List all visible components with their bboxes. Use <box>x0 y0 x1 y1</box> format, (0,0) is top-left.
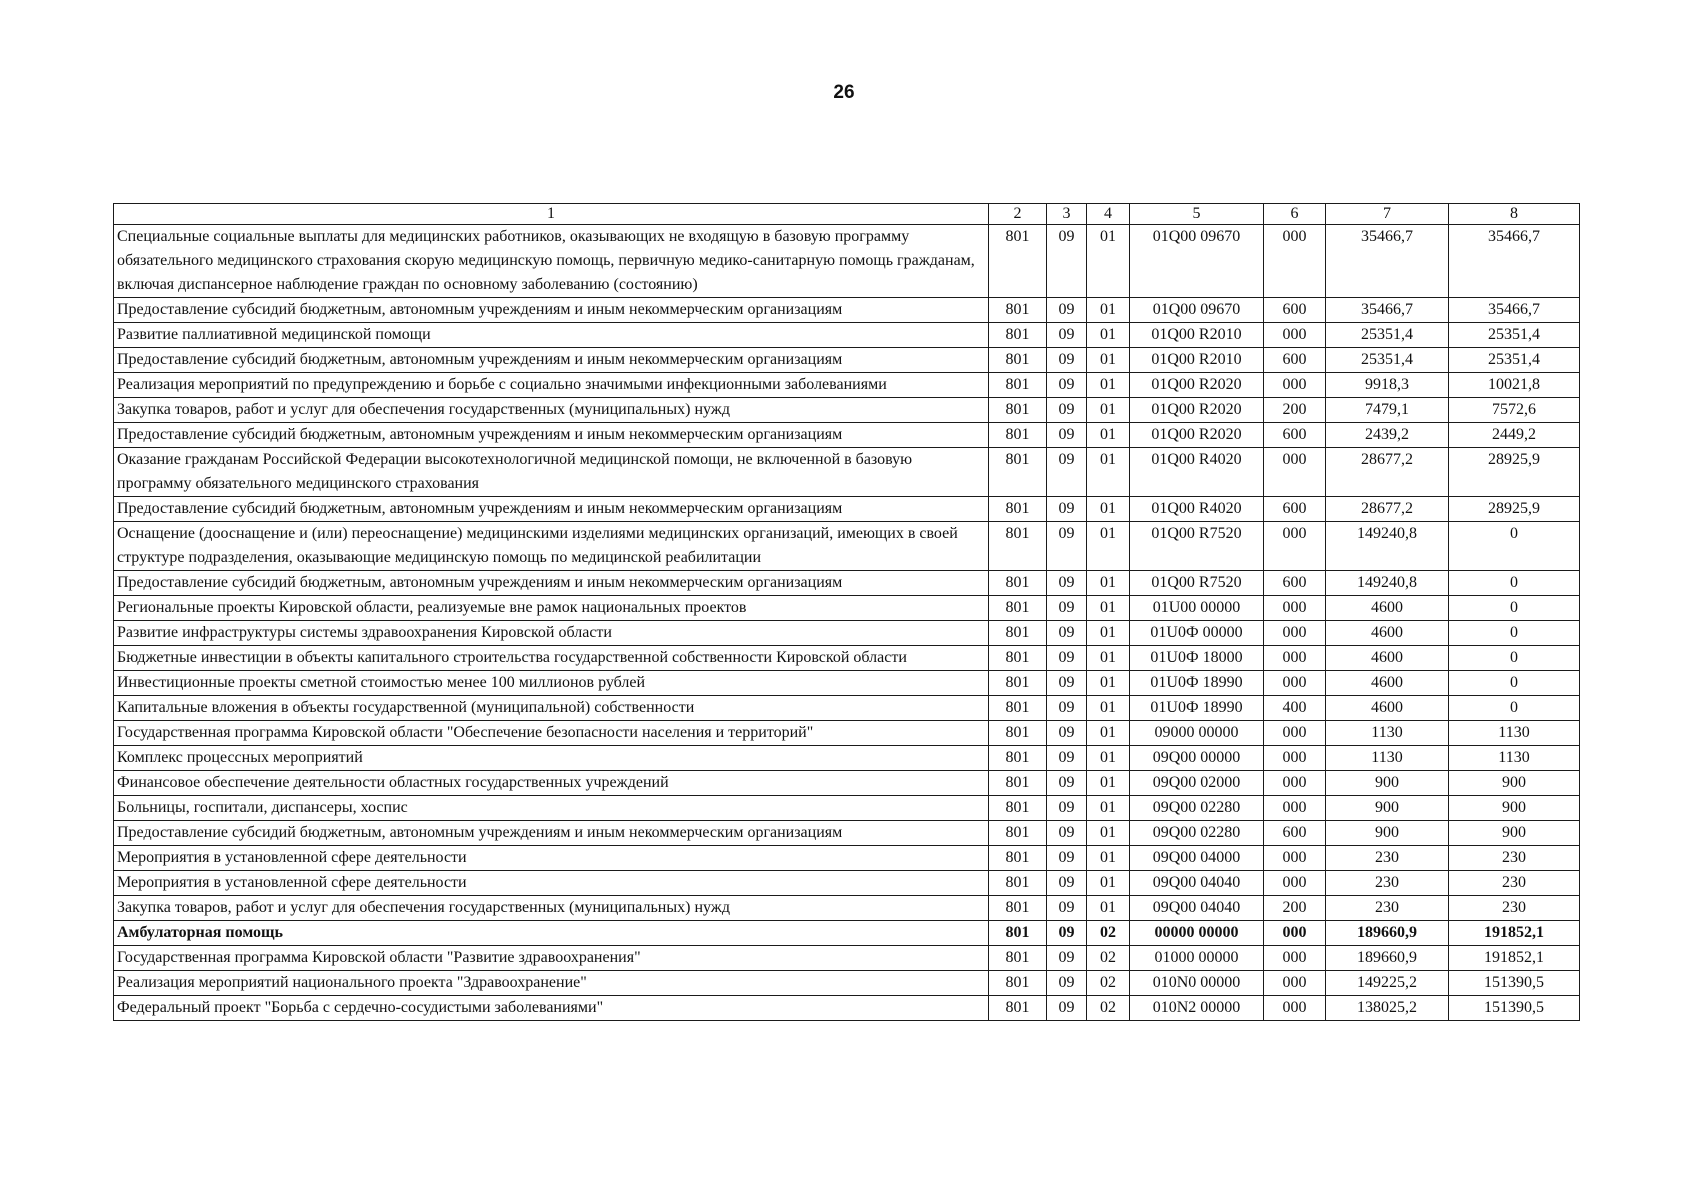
value-cell-col5: 01Q00 09670 <box>1130 298 1264 323</box>
value-cell-col6: 600 <box>1264 821 1326 846</box>
table-row <box>114 423 1580 448</box>
value-cell-col7: 138025,2 <box>1326 996 1449 1021</box>
value-cell-col4: 02 <box>1087 971 1130 996</box>
value-cell-col3: 09 <box>1047 448 1087 497</box>
value-cell-col8: 0 <box>1449 621 1580 646</box>
value-cell-col3: 09 <box>1047 771 1087 796</box>
value-cell-col4: 01 <box>1087 298 1130 323</box>
value-cell-col6: 000 <box>1264 946 1326 971</box>
value-cell-col5: 010N2 00000 <box>1130 996 1264 1021</box>
table-row <box>114 621 1580 646</box>
value-cell-col4: 01 <box>1087 571 1130 596</box>
value-cell-col7: 230 <box>1326 871 1449 896</box>
value-cell-col2: 801 <box>989 398 1047 423</box>
value-cell-col2: 801 <box>989 721 1047 746</box>
row-name-cell: Предоставление субсидий бюджетным, автономным учреждениям и иным некоммерческим организациям <box>114 821 989 846</box>
value-cell-col2: 801 <box>989 225 1047 298</box>
value-cell-col4: 01 <box>1087 896 1130 921</box>
value-cell-col4: 02 <box>1087 921 1130 946</box>
value-cell-col6: 000 <box>1264 746 1326 771</box>
value-cell-col2: 801 <box>989 373 1047 398</box>
value-cell-col5: 09Q00 04000 <box>1130 846 1264 871</box>
row-name-cell: Оказание гражданам Российской Федерации высокотехнологичной медицинской помощи, не включенной в базовую программу обязательного медицинского страхования <box>114 448 989 497</box>
table-row <box>114 721 1580 746</box>
value-cell-col5: 01Q00 R2020 <box>1130 373 1264 398</box>
table-header-row <box>114 204 1580 225</box>
value-cell-col5: 01000 00000 <box>1130 946 1264 971</box>
row-name-cell: Предоставление субсидий бюджетным, автономным учреждениям и иным некоммерческим организациям <box>114 298 989 323</box>
value-cell-col8: 151390,5 <box>1449 996 1580 1021</box>
value-cell-col5: 01Q00 R7520 <box>1130 522 1264 571</box>
value-cell-col8: 25351,4 <box>1449 348 1580 373</box>
value-cell-col4: 01 <box>1087 871 1130 896</box>
value-cell-col2: 801 <box>989 596 1047 621</box>
table-row <box>114 398 1580 423</box>
value-cell-col2: 801 <box>989 846 1047 871</box>
value-cell-col8: 230 <box>1449 871 1580 896</box>
value-cell-col3: 09 <box>1047 746 1087 771</box>
value-cell-col8: 900 <box>1449 771 1580 796</box>
value-cell-col8: 191852,1 <box>1449 921 1580 946</box>
value-cell-col7: 2439,2 <box>1326 423 1449 448</box>
value-cell-col8: 28925,9 <box>1449 448 1580 497</box>
row-name-cell: Государственная программа Кировской области "Обеспечение безопасности населения и территорий" <box>114 721 989 746</box>
value-cell-col3: 09 <box>1047 921 1087 946</box>
value-cell-col6: 000 <box>1264 621 1326 646</box>
value-cell-col5: 01Q00 R7520 <box>1130 571 1264 596</box>
value-cell-col5: 09Q00 02280 <box>1130 821 1264 846</box>
value-cell-col7: 25351,4 <box>1326 323 1449 348</box>
value-cell-col3: 09 <box>1047 896 1087 921</box>
row-name-cell: Комплекс процессных мероприятий <box>114 746 989 771</box>
value-cell-col7: 900 <box>1326 771 1449 796</box>
value-cell-col7: 1130 <box>1326 721 1449 746</box>
value-cell-col5: 01Q00 R4020 <box>1130 448 1264 497</box>
value-cell-col7: 149240,8 <box>1326 571 1449 596</box>
value-cell-col3: 09 <box>1047 497 1087 522</box>
value-cell-col5: 09Q00 02280 <box>1130 796 1264 821</box>
table-row <box>114 796 1580 821</box>
value-cell-col3: 09 <box>1047 398 1087 423</box>
value-cell-col6: 000 <box>1264 323 1326 348</box>
value-cell-col6: 000 <box>1264 646 1326 671</box>
value-cell-col6: 000 <box>1264 596 1326 621</box>
value-cell-col5: 01Q00 09670 <box>1130 225 1264 298</box>
value-cell-col2: 801 <box>989 423 1047 448</box>
row-name-cell: Мероприятия в установленной сфере деятельности <box>114 846 989 871</box>
value-cell-col8: 0 <box>1449 522 1580 571</box>
value-cell-col6: 000 <box>1264 771 1326 796</box>
value-cell-col3: 09 <box>1047 423 1087 448</box>
value-cell-col5: 01Q00 R2010 <box>1130 323 1264 348</box>
value-cell-col2: 801 <box>989 946 1047 971</box>
value-cell-col2: 801 <box>989 646 1047 671</box>
value-cell-col5: 01U0Ф 18000 <box>1130 646 1264 671</box>
table-row <box>114 646 1580 671</box>
value-cell-col3: 09 <box>1047 946 1087 971</box>
table-row <box>114 946 1580 971</box>
value-cell-col4: 01 <box>1087 671 1130 696</box>
value-cell-col2: 801 <box>989 671 1047 696</box>
value-cell-col3: 09 <box>1047 596 1087 621</box>
value-cell-col2: 801 <box>989 571 1047 596</box>
table-row <box>114 771 1580 796</box>
value-cell-col7: 189660,9 <box>1326 921 1449 946</box>
value-cell-col2: 801 <box>989 746 1047 771</box>
table-row <box>114 348 1580 373</box>
value-cell-col8: 151390,5 <box>1449 971 1580 996</box>
value-cell-col6: 200 <box>1264 896 1326 921</box>
value-cell-col4: 01 <box>1087 522 1130 571</box>
value-cell-col6: 400 <box>1264 696 1326 721</box>
row-name-cell: Региональные проекты Кировской области, реализуемые вне рамок национальных проектов <box>114 596 989 621</box>
row-name-cell: Предоставление субсидий бюджетным, автономным учреждениям и иным некоммерческим организациям <box>114 423 989 448</box>
table-row <box>114 996 1580 1021</box>
value-cell-col4: 01 <box>1087 696 1130 721</box>
value-cell-col2: 801 <box>989 921 1047 946</box>
value-cell-col5: 01Q00 R2010 <box>1130 348 1264 373</box>
value-cell-col8: 230 <box>1449 846 1580 871</box>
value-cell-col8: 0 <box>1449 696 1580 721</box>
column-header: 5 <box>1130 204 1264 225</box>
value-cell-col4: 01 <box>1087 771 1130 796</box>
value-cell-col5: 09Q00 02000 <box>1130 771 1264 796</box>
table-row <box>114 571 1580 596</box>
value-cell-col8: 900 <box>1449 821 1580 846</box>
row-name-cell: Предоставление субсидий бюджетным, автономным учреждениям и иным некоммерческим организациям <box>114 497 989 522</box>
value-cell-col2: 801 <box>989 996 1047 1021</box>
value-cell-col6: 600 <box>1264 571 1326 596</box>
value-cell-col2: 801 <box>989 497 1047 522</box>
value-cell-col3: 09 <box>1047 846 1087 871</box>
row-name-cell: Оснащение (дооснащение и (или) переоснащение) медицинскими изделиями медицинских организаций, имеющих в своей структуре подразделения, оказывающие медицинскую помощь по медицинской реабилитации <box>114 522 989 571</box>
table-row <box>114 448 1580 497</box>
row-name-cell: Закупка товаров, работ и услуг для обеспечения государственных (муниципальных) нужд <box>114 896 989 921</box>
value-cell-col6: 200 <box>1264 398 1326 423</box>
value-cell-col6: 000 <box>1264 522 1326 571</box>
value-cell-col7: 4600 <box>1326 646 1449 671</box>
column-header: 2 <box>989 204 1047 225</box>
value-cell-col6: 000 <box>1264 846 1326 871</box>
value-cell-col3: 09 <box>1047 796 1087 821</box>
row-name-cell: Инвестиционные проекты сметной стоимостью менее 100 миллионов рублей <box>114 671 989 696</box>
value-cell-col5: 01U0Ф 18990 <box>1130 696 1264 721</box>
value-cell-col5: 09Q00 04040 <box>1130 896 1264 921</box>
value-cell-col3: 09 <box>1047 621 1087 646</box>
value-cell-col5: 01Q00 R4020 <box>1130 497 1264 522</box>
table-row <box>114 298 1580 323</box>
value-cell-col3: 09 <box>1047 522 1087 571</box>
value-cell-col2: 801 <box>989 696 1047 721</box>
value-cell-col3: 09 <box>1047 821 1087 846</box>
value-cell-col5: 010N0 00000 <box>1130 971 1264 996</box>
value-cell-col2: 801 <box>989 522 1047 571</box>
row-name-cell: Мероприятия в установленной сфере деятельности <box>114 871 989 896</box>
value-cell-col3: 09 <box>1047 323 1087 348</box>
value-cell-col3: 09 <box>1047 225 1087 298</box>
value-cell-col8: 1130 <box>1449 721 1580 746</box>
column-header: 3 <box>1047 204 1087 225</box>
value-cell-col6: 600 <box>1264 348 1326 373</box>
value-cell-col8: 900 <box>1449 796 1580 821</box>
value-cell-col7: 1130 <box>1326 746 1449 771</box>
table-row <box>114 596 1580 621</box>
column-header: 7 <box>1326 204 1449 225</box>
value-cell-col3: 09 <box>1047 871 1087 896</box>
value-cell-col7: 900 <box>1326 796 1449 821</box>
value-cell-col6: 000 <box>1264 721 1326 746</box>
table-row <box>114 696 1580 721</box>
value-cell-col3: 09 <box>1047 996 1087 1021</box>
row-name-cell: Развитие инфраструктуры системы здравоохранения Кировской области <box>114 621 989 646</box>
value-cell-col8: 1130 <box>1449 746 1580 771</box>
row-name-cell: Реализация мероприятий по предупреждению и борьбе с социально значимыми инфекционными заболеваниями <box>114 373 989 398</box>
value-cell-col3: 09 <box>1047 373 1087 398</box>
value-cell-col2: 801 <box>989 448 1047 497</box>
row-name-cell: Государственная программа Кировской области "Развитие здравоохранения" <box>114 946 989 971</box>
table-row <box>114 323 1580 348</box>
value-cell-col4: 01 <box>1087 398 1130 423</box>
value-cell-col8: 2449,2 <box>1449 423 1580 448</box>
value-cell-col3: 09 <box>1047 571 1087 596</box>
value-cell-col2: 801 <box>989 796 1047 821</box>
value-cell-col4: 01 <box>1087 348 1130 373</box>
value-cell-col5: 01U00 00000 <box>1130 596 1264 621</box>
value-cell-col7: 149225,2 <box>1326 971 1449 996</box>
value-cell-col5: 09000 00000 <box>1130 721 1264 746</box>
value-cell-col4: 01 <box>1087 746 1130 771</box>
column-header: 8 <box>1449 204 1580 225</box>
value-cell-col3: 09 <box>1047 696 1087 721</box>
table-row <box>114 971 1580 996</box>
value-cell-col8: 230 <box>1449 896 1580 921</box>
value-cell-col7: 149240,8 <box>1326 522 1449 571</box>
value-cell-col4: 01 <box>1087 621 1130 646</box>
value-cell-col7: 25351,4 <box>1326 348 1449 373</box>
value-cell-col4: 01 <box>1087 448 1130 497</box>
value-cell-col6: 000 <box>1264 373 1326 398</box>
table-row <box>114 896 1580 921</box>
value-cell-col2: 801 <box>989 298 1047 323</box>
row-name-cell: Закупка товаров, работ и услуг для обеспечения государственных (муниципальных) нужд <box>114 398 989 423</box>
value-cell-col2: 801 <box>989 621 1047 646</box>
value-cell-col4: 01 <box>1087 497 1130 522</box>
value-cell-col7: 4600 <box>1326 596 1449 621</box>
value-cell-col3: 09 <box>1047 348 1087 373</box>
value-cell-col7: 4600 <box>1326 696 1449 721</box>
value-cell-col4: 01 <box>1087 225 1130 298</box>
row-name-cell: Амбулаторная помощь <box>114 921 989 946</box>
row-name-cell: Предоставление субсидий бюджетным, автономным учреждениям и иным некоммерческим организациям <box>114 348 989 373</box>
value-cell-col6: 000 <box>1264 871 1326 896</box>
value-cell-col8: 35466,7 <box>1449 225 1580 298</box>
table-row <box>114 373 1580 398</box>
column-header: 6 <box>1264 204 1326 225</box>
value-cell-col7: 189660,9 <box>1326 946 1449 971</box>
row-name-cell: Бюджетные инвестиции в объекты капитального строительства государственной собственности Кировской области <box>114 646 989 671</box>
table-row <box>114 921 1580 946</box>
value-cell-col7: 28677,2 <box>1326 497 1449 522</box>
value-cell-col5: 01Q00 R2020 <box>1130 398 1264 423</box>
value-cell-col2: 801 <box>989 871 1047 896</box>
value-cell-col8: 0 <box>1449 671 1580 696</box>
value-cell-col8: 7572,6 <box>1449 398 1580 423</box>
table-row <box>114 746 1580 771</box>
table-row <box>114 871 1580 896</box>
value-cell-col5: 01Q00 R2020 <box>1130 423 1264 448</box>
value-cell-col6: 600 <box>1264 298 1326 323</box>
value-cell-col2: 801 <box>989 771 1047 796</box>
value-cell-col3: 09 <box>1047 646 1087 671</box>
value-cell-col6: 600 <box>1264 497 1326 522</box>
value-cell-col4: 01 <box>1087 323 1130 348</box>
budget-table <box>113 203 1580 1021</box>
value-cell-col6: 000 <box>1264 971 1326 996</box>
value-cell-col3: 09 <box>1047 671 1087 696</box>
value-cell-col2: 801 <box>989 821 1047 846</box>
value-cell-col3: 09 <box>1047 721 1087 746</box>
value-cell-col6: 000 <box>1264 671 1326 696</box>
value-cell-col8: 191852,1 <box>1449 946 1580 971</box>
value-cell-col8: 25351,4 <box>1449 323 1580 348</box>
value-cell-col8: 35466,7 <box>1449 298 1580 323</box>
column-header: 1 <box>114 204 989 225</box>
value-cell-col7: 9918,3 <box>1326 373 1449 398</box>
value-cell-col5: 09Q00 00000 <box>1130 746 1264 771</box>
value-cell-col3: 09 <box>1047 298 1087 323</box>
value-cell-col4: 01 <box>1087 721 1130 746</box>
value-cell-col6: 000 <box>1264 796 1326 821</box>
column-header: 4 <box>1087 204 1130 225</box>
value-cell-col2: 801 <box>989 348 1047 373</box>
value-cell-col4: 01 <box>1087 646 1130 671</box>
value-cell-col6: 000 <box>1264 225 1326 298</box>
value-cell-col7: 7479,1 <box>1326 398 1449 423</box>
table-row <box>114 846 1580 871</box>
value-cell-col7: 35466,7 <box>1326 298 1449 323</box>
value-cell-col3: 09 <box>1047 971 1087 996</box>
row-name-cell: Предоставление субсидий бюджетным, автономным учреждениям и иным некоммерческим организациям <box>114 571 989 596</box>
row-name-cell: Специальные социальные выплаты для медицинских работников, оказывающих не входящую в базовую программу обязательного медицинского страхования скорую медицинскую помощь, первичную медико-санитарную помощь гражданам, включая диспансерное наблюдение граждан по основному заболеванию (состоянию) <box>114 225 989 298</box>
table-row <box>114 225 1580 298</box>
value-cell-col7: 4600 <box>1326 671 1449 696</box>
value-cell-col7: 28677,2 <box>1326 448 1449 497</box>
value-cell-col2: 801 <box>989 971 1047 996</box>
value-cell-col6: 000 <box>1264 921 1326 946</box>
value-cell-col4: 01 <box>1087 846 1130 871</box>
value-cell-col2: 801 <box>989 896 1047 921</box>
row-name-cell: Капитальные вложения в объекты государственной (муниципальной) собственности <box>114 696 989 721</box>
value-cell-col5: 01U0Ф 00000 <box>1130 621 1264 646</box>
row-name-cell: Финансовое обеспечение деятельности областных государственных учреждений <box>114 771 989 796</box>
table-row <box>114 821 1580 846</box>
value-cell-col8: 10021,8 <box>1449 373 1580 398</box>
value-cell-col7: 230 <box>1326 896 1449 921</box>
table-row <box>114 522 1580 571</box>
value-cell-col7: 230 <box>1326 846 1449 871</box>
value-cell-col7: 4600 <box>1326 621 1449 646</box>
row-name-cell: Реализация мероприятий национального проекта "Здравоохранение" <box>114 971 989 996</box>
value-cell-col4: 01 <box>1087 596 1130 621</box>
table-row <box>114 497 1580 522</box>
value-cell-col5: 01U0Ф 18990 <box>1130 671 1264 696</box>
value-cell-col4: 01 <box>1087 821 1130 846</box>
value-cell-col4: 01 <box>1087 373 1130 398</box>
value-cell-col8: 0 <box>1449 646 1580 671</box>
value-cell-col8: 0 <box>1449 596 1580 621</box>
value-cell-col4: 01 <box>1087 423 1130 448</box>
value-cell-col5: 00000 00000 <box>1130 921 1264 946</box>
table-row <box>114 671 1580 696</box>
value-cell-col5: 09Q00 04040 <box>1130 871 1264 896</box>
row-name-cell: Развитие паллиативной медицинской помощи <box>114 323 989 348</box>
value-cell-col8: 28925,9 <box>1449 497 1580 522</box>
value-cell-col6: 000 <box>1264 996 1326 1021</box>
value-cell-col7: 35466,7 <box>1326 225 1449 298</box>
value-cell-col6: 000 <box>1264 448 1326 497</box>
row-name-cell: Больницы, госпитали, диспансеры, хоспис <box>114 796 989 821</box>
value-cell-col8: 0 <box>1449 571 1580 596</box>
value-cell-col7: 900 <box>1326 821 1449 846</box>
value-cell-col4: 02 <box>1087 946 1130 971</box>
row-name-cell: Федеральный проект "Борьба с сердечно-сосудистыми заболеваниями" <box>114 996 989 1021</box>
page-number: 26 <box>833 82 855 103</box>
value-cell-col6: 600 <box>1264 423 1326 448</box>
value-cell-col4: 01 <box>1087 796 1130 821</box>
value-cell-col2: 801 <box>989 323 1047 348</box>
value-cell-col4: 02 <box>1087 996 1130 1021</box>
